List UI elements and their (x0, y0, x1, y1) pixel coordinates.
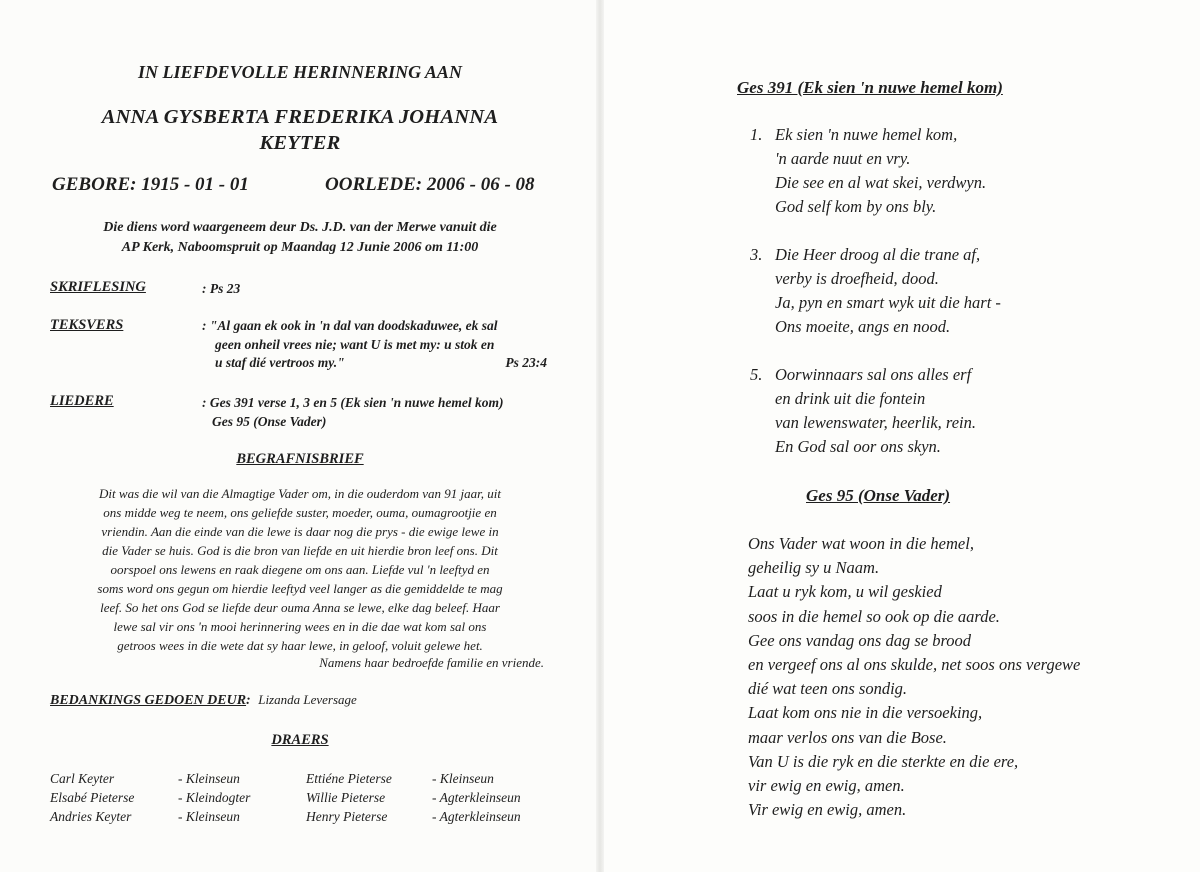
letter-line: lewe sal vir ons 'n mooi herinnering wees en in die dae wat kom sal ons (113, 619, 487, 634)
skriflesing-label: SKRIFLESING (50, 279, 146, 295)
name-line-1: ANNA GYSBERTA FREDERIKA JOHANNA (101, 106, 499, 128)
verse-line: Oorwinnaars sal ons alles erf (775, 365, 972, 384)
teksvers-line-3: u staf dié vertroos my." (215, 355, 345, 370)
verse-number: 3. (750, 245, 763, 264)
deceased-name (0, 104, 600, 156)
letter-line: Dit was die wil van die Almagtige Vader om, in die ouderdom van 91 jaar, uit (99, 486, 501, 501)
memorial-heading: IN LIEFDEVOLLE HERINNERING AAN (138, 62, 462, 82)
draers-title: DRAERS (271, 732, 329, 748)
begrafnisbrief-title: BEGRAFNISBRIEF (236, 451, 364, 467)
letter-line: leef. So het ons God se liefde deur ouma Anna se lewe, elke dag beleef. Haar (100, 600, 500, 615)
prayer-line: en vergeef ons al ons skulde, net soos ons vergewe (748, 655, 1081, 675)
teksvers-line-1: : "Al gaan ek ook in 'n dal van doodskaduwee, ek sal (202, 318, 498, 333)
letter-signature: Namens haar bedroefde familie en vriende. (319, 655, 544, 670)
prayer-line: Van U is die ryk en die sterkte en die ere, (748, 751, 1019, 771)
bearers-roles-col-1 (178, 769, 250, 826)
death-date: OORLEDE: 2006 - 06 - 08 (325, 174, 535, 195)
prayer-line: dié wat teen ons sondig. (748, 679, 908, 699)
service-info (0, 218, 600, 258)
verse-line: Die see en al wat skei, verdwyn. (775, 173, 987, 192)
bearers-names-col-2 (306, 769, 392, 826)
birth-date: GEBORE: 1915 - 01 - 01 (52, 174, 249, 195)
prayer-line: geheilig sy u Naam. (748, 558, 880, 578)
prayer-line: Gee ons vandag ons dag se brood (748, 630, 972, 650)
bearers-roles-col-2 (432, 769, 521, 826)
prayer-line: maar verlos ons van die Bose. (748, 727, 947, 747)
hymn-verse (750, 123, 986, 219)
verse-line: God self kom by ons bly. (775, 197, 937, 216)
verse-line: Ja, pyn en smart wyk uit die hart - (775, 293, 1001, 312)
prayer-line: Laat u ryk kom, u wil geskied (748, 582, 942, 602)
hymn-391-title: Ges 391 (Ek sien 'n nuwe hemel kom) (737, 78, 1003, 97)
bearer-name: Willie Pieterse (306, 790, 386, 805)
name-line-2: KEYTER (259, 132, 341, 154)
bearer-name: Carl Keyter (50, 771, 115, 786)
bearer-role: - Kleinseun (178, 809, 240, 824)
thanks-line (50, 692, 357, 709)
letter-line: ons midde weg te neem, ons geliefde suster, moeder, ouma, oumagrootjie en (103, 505, 497, 520)
verse-number: 5. (750, 365, 763, 384)
service-line-2: AP Kerk, Naboomspruit op Maandag 12 Junie 2006 om 11:00 (121, 240, 479, 255)
teksvers-reference: Ps 23:4 (505, 355, 547, 370)
teksvers-line-2: geen onheil vrees nie; want U is met my: u stok en (215, 336, 495, 352)
verse-line: verby is droefheid, dood. (775, 269, 939, 288)
skriflesing-value: : Ps 23 (202, 281, 241, 296)
prayer-line: Ons Vader wat woon in die hemel, (748, 534, 974, 553)
bearer-role: - Kleinseun (432, 771, 494, 786)
verse-line: En God sal oor ons skyn. (775, 437, 941, 456)
bearer-name: Henry Pieterse (306, 809, 388, 824)
verse-number: 1. (750, 125, 763, 144)
verse-line: 'n aarde nuut en vry. (775, 149, 911, 168)
funeral-letter (40, 484, 560, 655)
verse-line: Ek sien 'n nuwe hemel kom, (775, 125, 958, 144)
verse-line: Die Heer droog al die trane af, (775, 245, 981, 264)
liedere-line-2: Ges 95 (Onse Vader) (212, 413, 327, 429)
bearer-role: - Kleindogter (178, 790, 251, 805)
bearer-name: Ettiéne Pieterse (306, 771, 392, 786)
letter-line: vriendin. Aan die einde van die lewe is daar nog die prys - die ewige lewe in (101, 524, 499, 539)
bearers-names-col-1 (50, 769, 134, 826)
thanks-value: Lizanda Leversage (258, 692, 357, 707)
teksvers-text (202, 317, 547, 373)
prayer-line: vir ewig en ewig, amen. (748, 776, 905, 796)
bearer-name: Andries Keyter (50, 809, 132, 824)
lords-prayer (748, 532, 1080, 822)
hymn-95-title: Ges 95 (Onse Vader) (806, 486, 951, 505)
bearer-role: - Kleinseun (178, 771, 240, 786)
hymn-verse (750, 243, 1001, 339)
service-line-1: Die diens word waargeneem deur Ds. J.D. van der Merwe vanuit die (103, 220, 497, 235)
thanks-label: BEDANKINGS GEDOEN DEUR (50, 693, 247, 708)
letter-line: getroos wees in die wete dat sy haar lewe, in geloof, voluit gelewe het. (117, 638, 483, 653)
liedere-label: LIEDERE (50, 393, 114, 409)
bearer-role: - Agterkleinseun (432, 809, 521, 824)
letter-line: die Vader se huis. God is die bron van liefde en uit hierdie bron leef ons. Dit (102, 543, 498, 558)
hymn-verse (750, 363, 976, 459)
teksvers-label: TEKSVERS (50, 317, 124, 333)
verse-line: van lewenswater, heerlik, rein. (775, 413, 977, 432)
bearer-role: - Agterkleinseun (432, 790, 521, 805)
verse-line: en drink uit die fontein (775, 389, 926, 408)
bearer-name: Elsabé Pieterse (50, 790, 135, 805)
verse-line: Ons moeite, angs en nood. (775, 317, 951, 336)
letter-line: soms word ons gegun om hierdie leeftyd veel langer as die gemiddelde te mag (97, 581, 503, 596)
prayer-line: Vir ewig en ewig, amen. (748, 800, 907, 820)
liedere-line-1: : Ges 391 verse 1, 3 en 5 (Ek sien 'n nuwe hemel kom) (202, 395, 504, 410)
prayer-line: Laat kom ons nie in die versoeking, (748, 703, 983, 723)
thanks-colon: : (246, 693, 251, 708)
liedere-value (202, 394, 504, 431)
prayer-line: soos in die hemel so ook op die aarde. (748, 606, 1000, 626)
letter-line: oorspoel ons lewens en raak diegene om ons aan. Liefde vul 'n leeftyd en (110, 562, 490, 577)
